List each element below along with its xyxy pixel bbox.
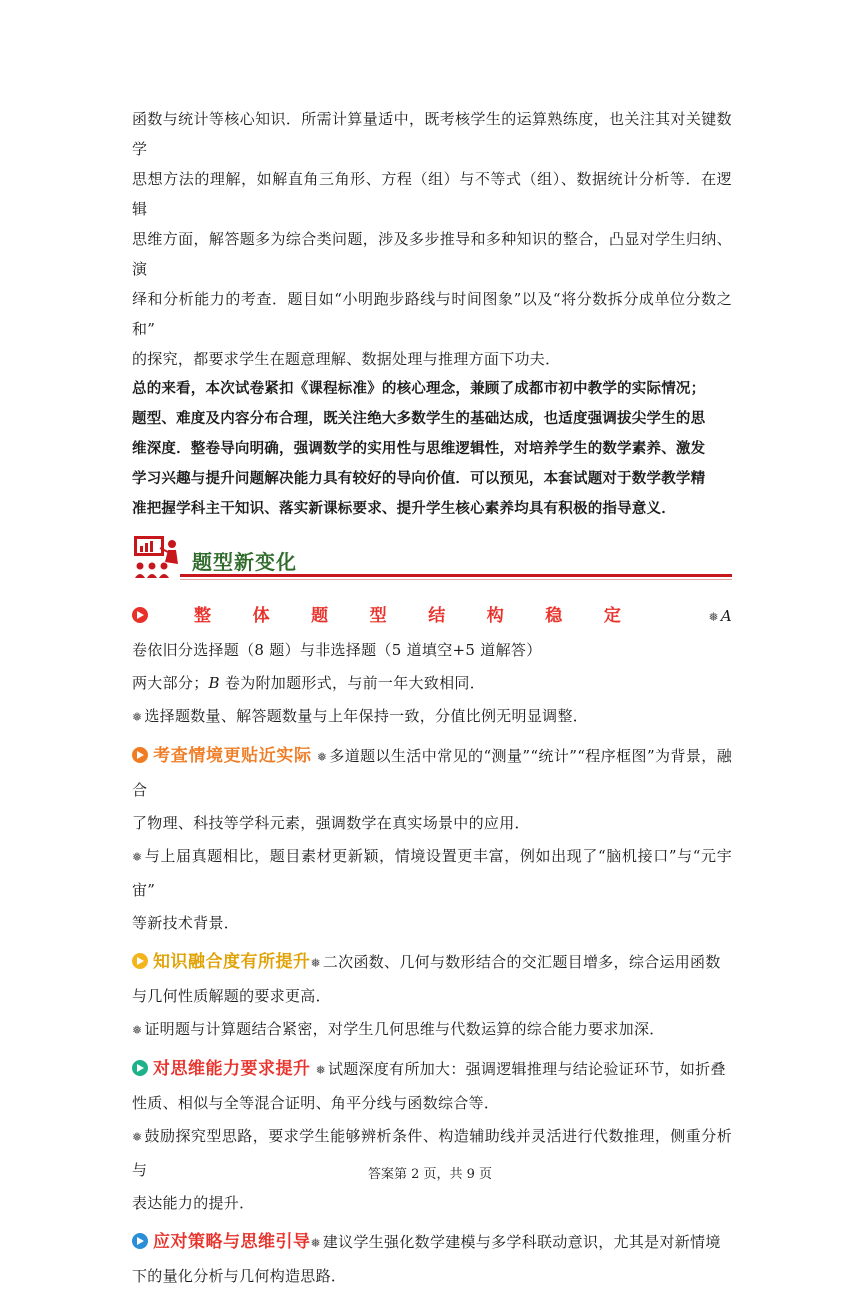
section-line: [132, 740, 732, 807]
text-span: 两大部分；: [132, 674, 209, 692]
text-line: 准把握学科主干知识、落实新课标要求、提升学生核心素养均具有积极的指导意义．: [132, 501, 676, 517]
section-line: 了物理、科技等学科元素，强调数学在真实场景中的应用．: [132, 814, 530, 832]
text-line: 思维方面，解答题多为综合类问题，涉及多步推导和多种知识的整合，凸显对学生归纳、演: [132, 230, 732, 278]
section-line: 等新技术背景．: [132, 914, 240, 932]
text-line: 的探究，都要求学生在题意理解、数据处理与推理方面下功夫．: [132, 350, 561, 368]
snowflake-bullet-icon: ❅: [310, 956, 321, 970]
snowflake-bullet-icon: ❅: [310, 1236, 321, 1250]
flag-icon: [132, 1060, 148, 1076]
flag-icon: [132, 1233, 148, 1249]
section-line: [132, 946, 732, 980]
snowflake-bullet-icon: ❅: [132, 1130, 143, 1144]
text-line: 维深度．整卷导向明确，强调数学的实用性与思维逻辑性，对培养学生的数学素养、激发: [132, 441, 706, 457]
snowflake-bullet-icon: ❅: [132, 1023, 143, 1037]
text-span: 与上届真题相比，题目素材更新颖，情境设置更丰富，例如出现了“脑机接口”与“元宇宙”: [132, 847, 732, 899]
section-line: 性质、相似与全等混合证明、角平分线与函数综合等．: [132, 1094, 500, 1112]
section-heading: 整体题型结构稳定: [153, 606, 663, 626]
page-content: [132, 104, 732, 1293]
text-line: 思想方法的理解，如解直角三角形、方程（组）与不等式（组）、数据统计分析等．在逻辑: [132, 170, 732, 218]
summary-paragraph: [132, 374, 732, 524]
text-span: 二次函数、几何与数形结合的交汇题目增多，综合运用函数: [322, 953, 721, 971]
section-banner: [132, 532, 732, 594]
section-line: 下的量化分析与几何构造思路．: [132, 1267, 347, 1285]
flag-icon: [132, 607, 148, 623]
section-line: [132, 700, 732, 734]
section-integration: [132, 946, 732, 1047]
text-span: 证明题与计算题结合紧密，对学生几何思维与代数运算的综合能力要求加深．: [144, 1020, 665, 1038]
flag-icon: [132, 747, 148, 763]
page-footer: 答案第 2 页，共 9 页: [367, 1167, 493, 1182]
text-line: 学习兴趣与提升问题解决能力具有较好的导向价值．可以预见，本套试题对于数学教学精: [132, 471, 706, 487]
text-line: 总的来看，本次试卷紧扣《课程标准》的核心理念，兼顾了成都市初中教学的实际情况；: [132, 381, 706, 397]
snowflake-bullet-icon: ❅: [132, 710, 143, 724]
divider: [180, 574, 732, 577]
presentation-audience-icon: [132, 534, 184, 586]
snowflake-bullet-icon: ❅: [132, 850, 143, 864]
section-thinking: [132, 1053, 732, 1220]
text-span: A: [720, 607, 733, 625]
section-line: [132, 600, 732, 667]
section-line: [132, 667, 732, 700]
section-line: [132, 1226, 732, 1260]
snowflake-bullet-icon: ❅: [708, 610, 719, 624]
text-span: 建议学生强化数学建模与多学科联动意识，尤其是对新情境: [322, 1233, 721, 1251]
text-span: 多道题以生活中常见的“测量”“统计”“程序框图”为背景，融合: [132, 747, 733, 799]
section-context: [132, 740, 732, 940]
text-span: B: [208, 674, 220, 692]
text-span: 卷为附加题形式，与前一年大致相同．: [219, 674, 486, 692]
section-line: [132, 840, 732, 907]
flag-icon: [132, 953, 148, 969]
text-span: 卷依旧分选择题（8 题）与非选择题（5 道填空+5 道解答）: [132, 641, 542, 659]
text-span: 选择题数量、解答题数量与上年保持一致，分值比例无明显调整．: [144, 707, 589, 725]
text-line: 绎和分析能力的考查．题目如“小明跑步路线与时间图象”以及“将分数拆分成单位分数之和”: [132, 290, 732, 338]
text-line: 函数与统计等核心知识．所需计算量适中，既考核学生的运算熟练度，也关注其对关键数学: [132, 110, 732, 158]
banner-title: 题型新变化: [192, 550, 297, 574]
section-line: [132, 1053, 732, 1087]
text-line: 题型、难度及内容分布合理，既关注绝大多数学生的基础达成，也适度强调拔尖学生的思: [132, 411, 706, 427]
section-structure: [132, 600, 732, 734]
section-heading: 对思维能力要求提升: [153, 1059, 311, 1079]
divider: [180, 579, 732, 580]
section-line: [132, 1013, 732, 1047]
intro-paragraph: [132, 104, 732, 374]
section-heading: 考查情境更贴近实际: [153, 746, 312, 766]
text-span: 鼓励探究型思路，要求学生能够辨析条件、构造辅助线并灵活进行代数推理，侧重分析与: [132, 1127, 732, 1179]
section-strategy: [132, 1226, 732, 1293]
section-line: 与几何性质解题的要求更高．: [132, 987, 331, 1005]
section-heading: 应对策略与思维引导: [153, 1232, 311, 1252]
section-heading: 知识融合度有所提升: [153, 952, 311, 972]
snowflake-bullet-icon: ❅: [316, 750, 328, 764]
snowflake-bullet-icon: ❅: [315, 1063, 326, 1077]
text-span: 试题深度有所加大：强调逻辑推理与结论验证环节，如折叠: [327, 1060, 726, 1078]
section-line: 表达能力的提升．: [132, 1194, 255, 1212]
